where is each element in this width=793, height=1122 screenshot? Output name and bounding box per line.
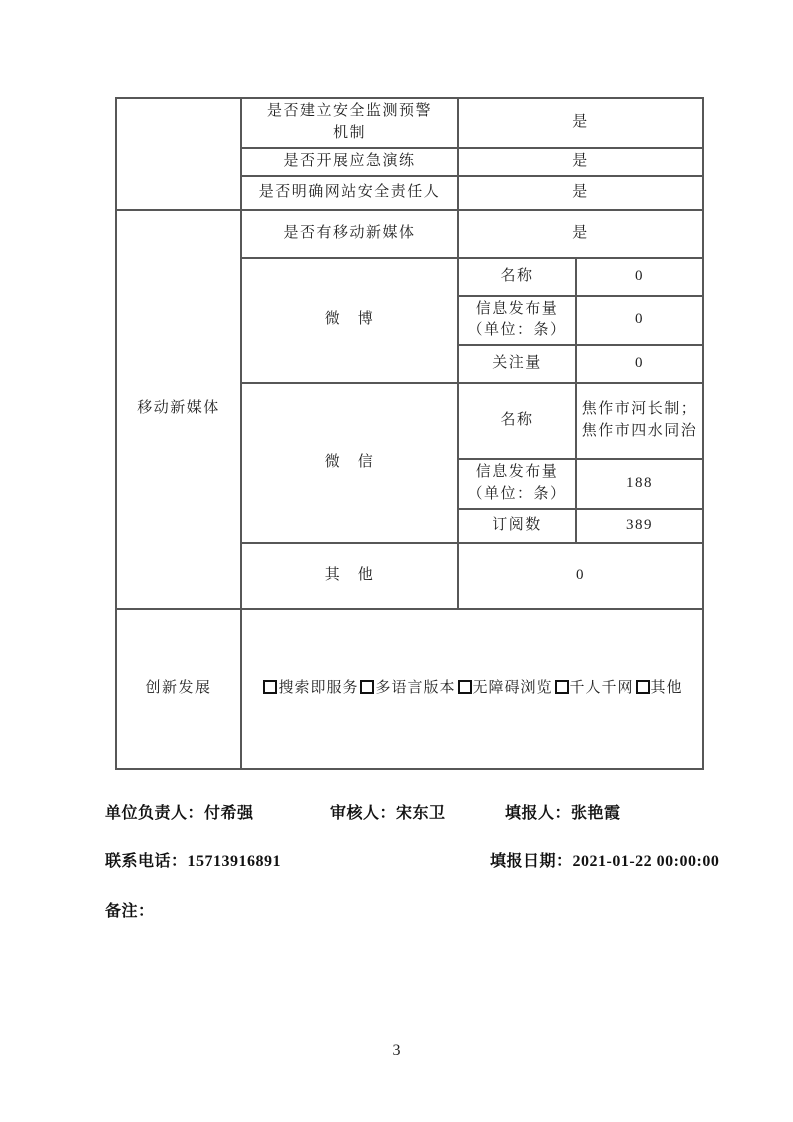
contact-phone-label: 联系电话： [105,853,188,870]
innovation-option-label: 千人千网 [569,679,634,696]
remarks [105,898,155,921]
table-row [116,609,703,769]
section-label-innovation: 创新发展 [116,609,241,769]
field-value-cell: 0 [576,258,703,296]
field-value-cell: 焦作市河长制；焦作市四水同治 [576,383,703,459]
question-cell: 是否开展应急演练 [241,148,458,176]
filler-label: 填报人： [505,805,572,822]
filler [505,800,621,823]
question-label-line2: 机制 [332,124,366,141]
checkbox-icon [555,680,569,694]
filler-value: 张艳霞 [571,805,621,822]
field-value-cell: 0 [576,296,703,346]
innovation-option-label: 多语言版本 [375,679,456,696]
innovation-options-line [246,678,698,700]
innovation-options-cell [241,609,703,769]
question-cell: 是否明确网站安全责任人 [241,176,458,210]
field-label-cell [458,459,576,509]
field-label-line2: （单位：条） [467,485,567,502]
report-date-value: 2021-01-22 00:00:00 [572,853,720,870]
remarks-label: 备注： [105,903,155,920]
unit-head-value: 付希强 [204,805,254,822]
checkbox-icon [360,680,374,694]
answer-cell: 是 [458,98,703,148]
report-date [490,848,719,871]
reviewer-label: 审核人： [330,805,397,822]
question-cell [241,98,458,148]
unit-head [105,800,254,823]
table-row [116,98,703,148]
reviewer [330,800,446,823]
reviewer-value: 宋东卫 [396,805,446,822]
contact-phone-value: 15713916891 [187,853,282,870]
unit-head-label: 单位负责人： [105,805,205,822]
question-cell: 是否有移动新媒体 [241,210,458,258]
checkbox-icon [263,680,277,694]
field-label-line2: （单位：条） [467,322,567,339]
field-label-cell: 名称 [458,258,576,296]
report-table [115,97,704,770]
page-number: 3 [392,1042,401,1059]
other-label-cell: 其 他 [241,543,458,609]
question-label-line1: 是否建立安全监测预警 [266,103,432,119]
checkbox-icon [636,680,650,694]
contact-phone [105,848,281,871]
section-label-mobile-media: 移动新媒体 [116,210,241,609]
innovation-option-label: 搜索即服务 [278,679,359,696]
field-label-line1: 信息发布量 [475,464,559,480]
innovation-option [358,680,455,696]
answer-cell: 是 [458,148,703,176]
field-value-cell: 389 [576,509,703,543]
field-label-cell [458,296,576,346]
innovation-option [261,680,358,696]
checkbox-icon [458,680,472,694]
field-label-line1: 信息发布量 [475,300,559,317]
field-label-cell: 名称 [458,383,576,459]
table-row [116,210,703,258]
answer-cell: 是 [458,176,703,210]
weibo-label-cell: 微 博 [241,258,458,384]
innovation-option [553,680,634,696]
field-value-cell: 188 [576,459,703,509]
answer-cell: 是 [458,210,703,258]
wechat-label-cell: 微 信 [241,383,458,543]
field-label-cell: 订阅数 [458,509,576,543]
other-value-cell: 0 [458,543,703,609]
innovation-option-label: 其他 [650,679,683,696]
field-label-cell: 关注量 [458,345,576,383]
empty-section-cell [116,98,241,210]
field-value-cell: 0 [576,345,703,383]
innovation-option [456,680,553,696]
innovation-option-label: 无障碍浏览 [472,679,553,696]
report-date-label: 填报日期： [490,853,573,870]
innovation-option [634,680,683,696]
